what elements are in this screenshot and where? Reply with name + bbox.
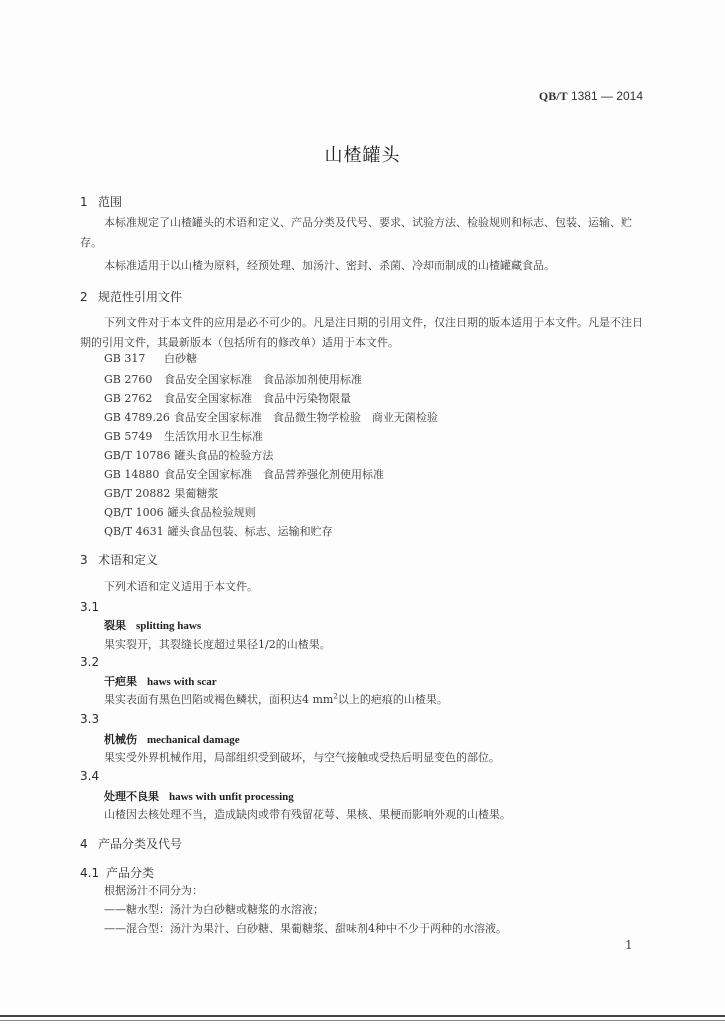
reference-code: GB 317 — [104, 352, 146, 365]
term-cn: 处理不良果 — [104, 790, 159, 803]
reference-item — [104, 409, 438, 425]
term-en: mechanical damage — [147, 734, 240, 746]
reference-code: QB/T 1006 — [104, 506, 164, 519]
scan-bottom-border — [0, 1015, 725, 1017]
term-definition: 果实受外界机械作用，局部组织受到破坏，与空气接触或受热后明显变色的部位。 — [104, 751, 500, 764]
reference-code: QB/T 4631 — [104, 525, 164, 538]
term-definition — [104, 691, 448, 707]
reference-code: GB 2762 — [104, 392, 153, 405]
term-cn: 裂果 — [104, 619, 126, 632]
references-intro: 下列文件对于本文件的应用是必不可少的。凡是注日期的引用文件，仅注日期的版本适用于本文件。凡是不注日期的引用文件，其最新版本（包括所有的修改单）适用于本文件。 — [80, 316, 643, 349]
term-definition: 山楂因去核处理不当，造成缺肉或带有残留花萼、果核、果梗而影响外观的山楂果。 — [104, 808, 511, 821]
subsection-title: 产品分类 — [106, 866, 155, 880]
standard-number: 1381 — 2014 — [570, 89, 643, 103]
reference-item — [104, 447, 273, 463]
section-number: 3 — [80, 553, 88, 567]
section-heading-scope — [80, 193, 122, 210]
term-en: haws with scar — [147, 676, 217, 688]
reference-title: 果葡糖浆 — [174, 487, 219, 500]
reference-title: 罐头食品的检验方法 — [174, 449, 274, 462]
section-title: 范围 — [98, 195, 123, 209]
reference-title: 食品安全国家标准 食品营养强化剂使用标准 — [164, 468, 384, 481]
reference-title: 食品安全国家标准 食品中污染物限量 — [164, 392, 351, 405]
section-number: 2 — [80, 290, 88, 304]
subsection-number: 4.1 — [80, 866, 100, 880]
term-number: 3.3 — [80, 712, 100, 726]
reference-item — [104, 485, 218, 501]
section-heading-classification — [80, 835, 182, 852]
scope-paragraph-1: 本标准规定了山楂罐头的术语和定义、产品分类及代号、要求、试验方法、检验规则和标志、包装、运输、贮存。 — [80, 216, 632, 249]
document-title: 山楂罐头 — [324, 145, 401, 166]
reference-item — [104, 350, 197, 366]
term-number: 3.2 — [80, 655, 100, 669]
reference-code: GB 5749 — [104, 430, 153, 443]
standard-code — [539, 89, 643, 104]
term-cn: 机械伤 — [104, 733, 137, 746]
section-heading-normative-references — [80, 288, 182, 305]
reference-item — [104, 466, 384, 482]
reference-code: GB/T 10786 — [104, 449, 171, 462]
section-heading-terms — [80, 551, 158, 568]
term-definition-part: 以上的疤痕的山楂果。 — [337, 693, 448, 706]
reference-title: 生活饮用水卫生标准 — [164, 430, 263, 443]
term-cn: 干疤果 — [104, 675, 137, 688]
reference-title: 罐头食品包装、标志、运输和贮存 — [167, 525, 333, 538]
reference-code: GB 4789.26 — [104, 411, 170, 424]
term-heading — [104, 617, 201, 633]
scan-bottom-border-thin — [0, 1020, 725, 1021]
term-en: splitting haws — [136, 620, 202, 632]
classification-lead: 根据汤汁不同分为： — [104, 884, 203, 897]
standard-prefix: QB/T — [538, 89, 568, 103]
reference-title: 食品安全国家标准 食品添加剂使用标准 — [164, 373, 362, 386]
reference-title: 食品安全国家标准 食品微生物学检验 商业无菌检验 — [173, 411, 438, 424]
term-number: 3.1 — [80, 600, 100, 614]
reference-item — [104, 371, 362, 387]
term-definition-part: 果实表面有黑色凹陷或褐色鳞状，面积达4 mm — [104, 693, 334, 706]
reference-title: 罐头食品检验规则 — [167, 506, 256, 519]
term-heading — [104, 731, 240, 747]
reference-code: GB 14880 — [104, 468, 160, 481]
reference-item — [104, 428, 263, 444]
reference-code: GB/T 20882 — [104, 487, 171, 500]
term-definition: 果实裂开，其裂缝长度超过果径1/2的山楂果。 — [104, 638, 331, 651]
section-number: 1 — [80, 195, 88, 209]
reference-item — [104, 523, 333, 539]
term-number: 3.4 — [80, 769, 100, 783]
section-title: 术语和定义 — [98, 553, 159, 567]
subsection-heading — [80, 864, 154, 881]
section-title: 产品分类及代号 — [98, 837, 183, 851]
section-title: 规范性引用文件 — [98, 290, 183, 304]
classification-item: ——糖水型：汤汁为白砂糖或糖浆的水溶液； — [104, 903, 324, 916]
reference-item — [104, 504, 256, 520]
term-heading — [104, 788, 294, 804]
scope-paragraph-2: 本标准适用于以山楂为原料，经预处理、加汤汁、密封、杀菌、冷却而制成的山楂罐藏食品。 — [104, 259, 555, 272]
reference-code: GB 2760 — [104, 373, 153, 386]
reference-title: 白砂糖 — [164, 352, 197, 365]
term-heading — [104, 673, 217, 689]
superscript: 2 — [333, 692, 338, 701]
classification-item: ——混合型：汤汁为果汁、白砂糖、果葡糖浆、甜味剂4种中不少于两种的水溶液。 — [104, 922, 507, 935]
page-number: 1 — [625, 938, 633, 952]
term-en: haws with unfit processing — [169, 791, 294, 803]
terms-intro: 下列术语和定义适用于本文件。 — [104, 580, 258, 593]
section-number: 4 — [80, 837, 88, 851]
reference-item — [104, 390, 351, 406]
